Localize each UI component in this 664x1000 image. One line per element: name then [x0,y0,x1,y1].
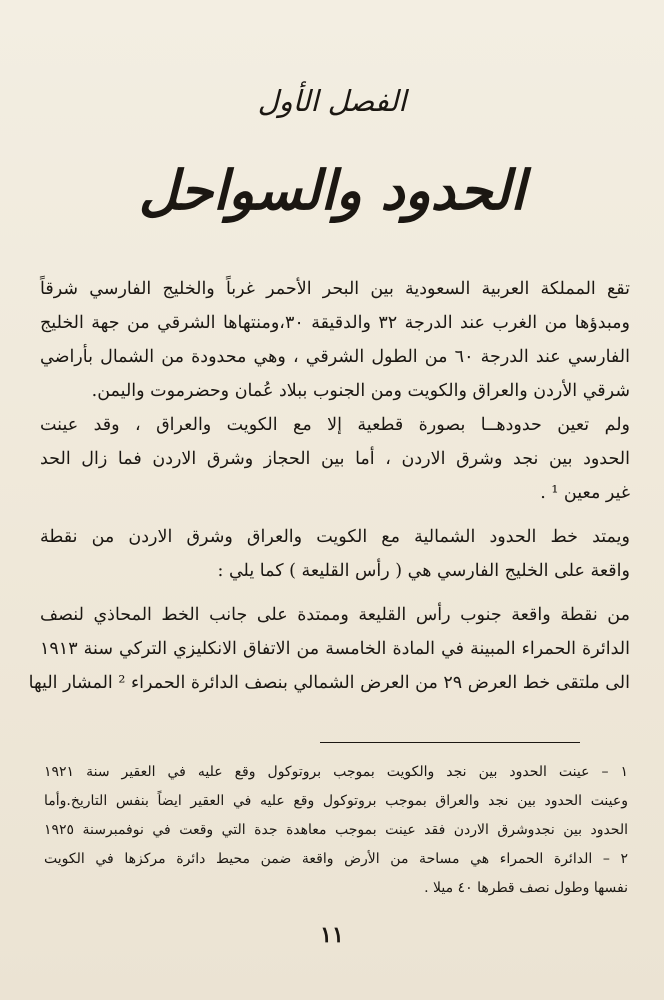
paragraph-gap [40,588,630,598]
body-line: الى ملتقى خط العرض ٢٩ من العرض الشمالي بنصف الدائرة الحمراء ² المشار اليها [28,673,630,693]
footnote-line: وعينت الحدود بين نجد والعراق بموجب بروتوكول وقع عليه في العقير ايضاً بنفس التاريخ.وأما [44,793,628,809]
body-line: غير معين ¹ . [540,483,630,503]
body-line: ويمتد خط الحدود الشمالية مع الكويت والعراق وشرق الاردن من نقطة [40,527,630,547]
body-line: الفارسي عند الدرجة ٦٠ من الطول الشرقي ، وهي محدودة من الشمال بأراضي [40,347,630,367]
body-text [28,272,630,700]
footnote-line: ٢ – الدائرة الحمراء هي مساحة من الأرض واقعة ضمن محيط دائرة مركزها في الكويت [44,851,628,867]
body-line: الحدود بين نجد وشرق الاردن ، أما بين الحجاز وشرق الاردن فما زال الحد [40,449,630,469]
body-line: واقعة على الخليج الفارسي هي ( رأس القليعة ) كما يلي : [217,561,630,581]
footnote-line: ١ – عينت الحدود بين نجد والكويت بموجب بروتوكول وقع عليه في العقير سنة ١٩٢١ [44,764,628,780]
body-line: ولم تعين حدودهــا بصورة قطعية إلا مع الكويت والعراق ، وقد عينت [40,415,630,435]
chapter-title: الحدود والسواحل [138,158,526,222]
body-line: الدائرة الحمراء المبينة في المادة الخامسة من الاتفاق الانكليزي التركي سنة ١٩١٣ [40,639,630,659]
body-line: تقع المملكة العربية السعودية بين البحر الأحمر غرباً والخليج الفارسي شرقاً [40,279,630,299]
body-line: شرقي الأردن والعراق والكويت ومن الجنوب ببلاد عُمان وحضرموت واليمن. [91,381,630,401]
footnote-line: الحدود بين نجدوشرق الاردن فقد عينت بموجب معاهدة جدة التي وقعت في نوفمبرسنة ١٩٢٥ [44,822,628,838]
footnotes [44,758,628,903]
paragraph-gap [40,510,630,520]
chapter-label: الفصل الأول [257,84,407,118]
body-line: ومبدؤها من الغرب عند الدرجة ٣٢ والدقيقة ٣٠،ومنتهاها الشرقي من جهة الخليج [40,313,630,333]
page-number: ١١ [320,922,344,948]
footnote-separator [320,742,580,743]
footnote-line: نفسها وطول نصف قطرها ٤٠ ميلا . [424,880,628,896]
body-line: من نقطة واقعة جنوب رأس القليعة وممتدة على جانب الخط المحاذي لنصف [40,605,630,625]
